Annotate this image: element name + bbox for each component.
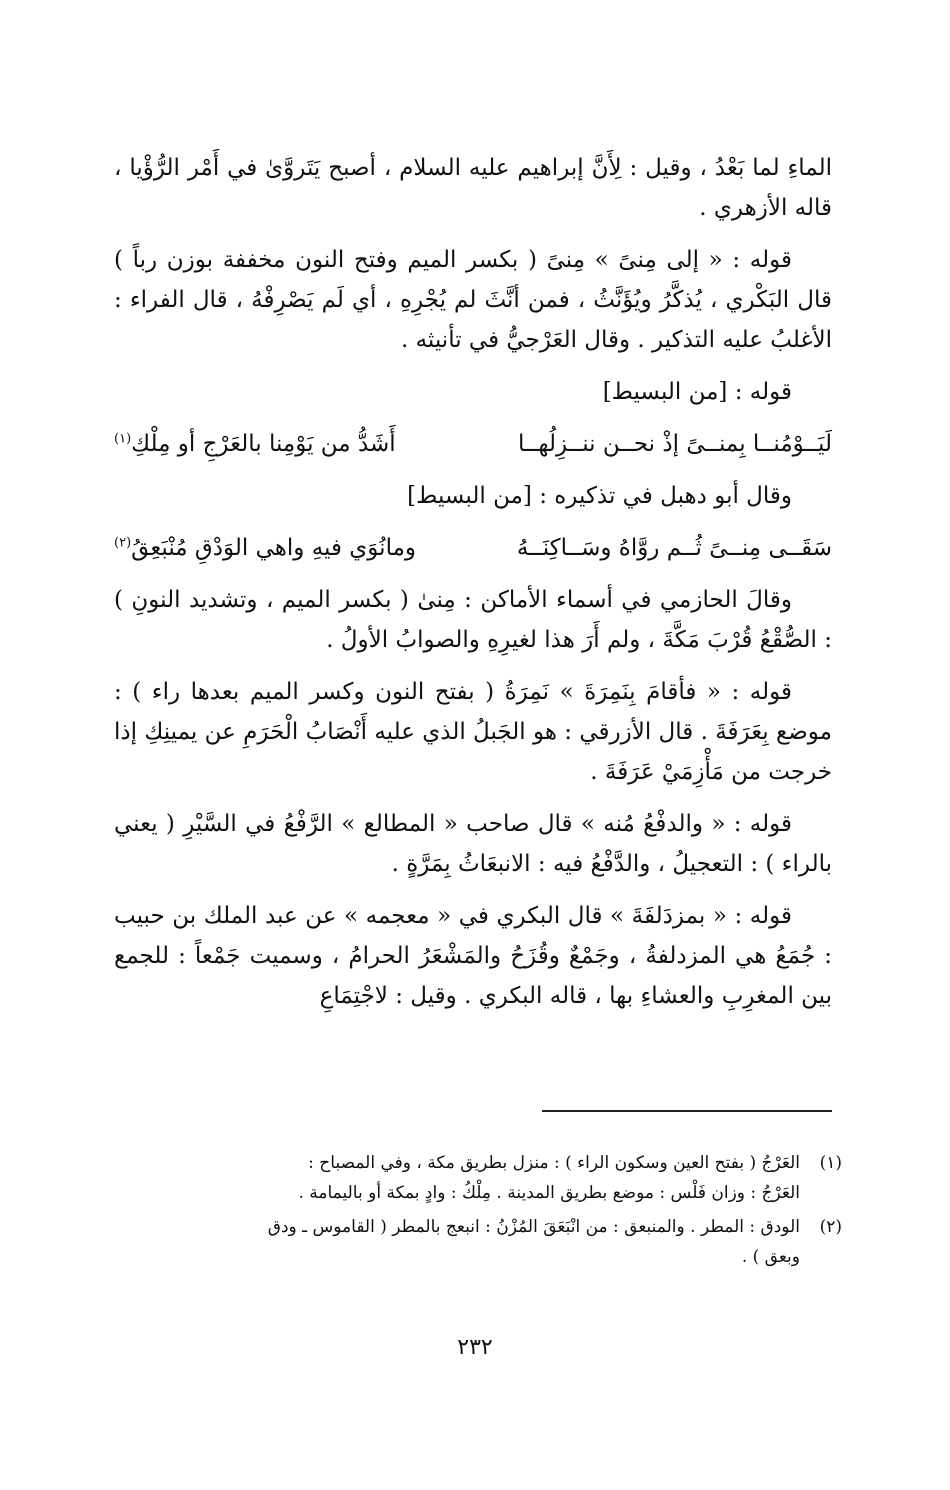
meter-label-2: وقال أبو دهبل في تذكيره : [من البسيط] [407, 483, 792, 509]
verse-2-second-hemistich-text: ومانُوَي فيهِ واهي الوَدْقِ مُنْبَعِقُ [131, 535, 417, 561]
footnote-ref-2: (٢) [114, 535, 132, 551]
footnote-1 [112, 1148, 842, 1208]
footnote-2-number: (٢) [819, 1217, 842, 1237]
footnote-2 [112, 1212, 842, 1272]
page-number: ٢٣٢ [457, 1335, 493, 1360]
verse-1-second-hemistich-text: أَشَدُّ من يَوْمِنا بالعَرْجِ أو مِلْكِ [131, 431, 396, 457]
verse-1-second-hemistich [114, 424, 396, 464]
verse-2-first-hemistich: سَقَــى مِنــىً ثُــم روَّاهُ وسَــاكِنَــهُ [516, 535, 832, 561]
footnote-2-line-2: وبعق ) . [741, 1247, 800, 1267]
footnote-ref-1: (١) [114, 431, 132, 447]
paragraph-6: قوله : « فأقامَ بِنَمِرَةَ » نَمِرَةُ ( بفتح النون وكسر الميم بعدها راء ) : موضع بِعَرَفَةَ . قال الأزرقي : هو الجَبلُ الذي عليه أَنْصَابُ الْحَرَمِ عن يمينِكِ إذا خرجت من مَأْزِمَيْ عَرَفَةَ . [114, 679, 832, 785]
footnote-2-text [112, 1212, 800, 1272]
paragraph-5: وقالَ الحازمي في أسماء الأماكن : مِنىٰ ( بكسر الميم ، وتشديد النونِ ) : الصُّقْعُ قُرْبَ مَكَّةَ ، ولم أَرَ هذا لغيرِهِ والصوابُ الأولُ . [114, 587, 832, 653]
footnote-separator [542, 1110, 832, 1112]
footnote-1-line-2: العَرْجُ : وزان فَلْس : موضع بطريق المدينة . مِلْكُ : وادٍ بمكة أو باليمامة . [298, 1183, 800, 1203]
footnote-1-text [112, 1148, 800, 1208]
footnote-1-number: (١) [819, 1153, 842, 1173]
footnote-2-line-1: الودق : المطر . والمنبعق : من انْبَعَقَ المُزْنُ : انبعج بالمطر ( القاموس ـ ودق [267, 1217, 800, 1237]
paragraph-7: قوله : « والدفْعُ مُنه » قال صاحب « المطالع » الرَّفْعُ في السَّيْرِ ( يعني بالراء ) : التعجيلُ ، والدَّفْعُ فيه : الانبعَاثُ بِمَرَّةٍ . [114, 811, 832, 877]
paragraph-8: قوله : « بمزدَلفَةَ » قال البكري في « معجمه » عن عبد الملك بن حبيب : جُمَعُ هي المزدلفةُ ، وجَمْعٌ وقُزَحُ والمَشْعَرُ الحرامُ ، وسميت جَمْعاً : للجمع بين المغرِبِ والعشاءِ بها ، قاله البكري . وقيل : لاجْتِمَاعِ [114, 903, 832, 1009]
paragraph-2: قوله : « إلى مِنىً » مِنىً ( بكسر الميم وفتح النون مخففة بوزن رباً ) قال البَكْري ، يُذكَّرُ ويُؤَنَّثُ ، فمن أنَّثَ لم يُجْرِهِ ، أي لَم يَصْرِفْهُ ، قال الفراء : الأغلبُ عليه التذكير . وقال العَرْجيُّ في تأنيثه . [114, 247, 832, 353]
paragraph-1: الماءِ لما بَعْدُ ، وقيل : لِأَنَّ إبراهيم عليه السلام ، أصبح يَتَروَّىٰ في أَمْر الرُّؤْيا ، قاله الأزهري . [114, 155, 832, 221]
verse-2-second-hemistich [114, 528, 416, 568]
verse-2 [114, 528, 832, 568]
main-text [114, 148, 832, 1028]
footnote-1-line-1: العَرْجُ ( بفتح العين وسكون الراء ) : منزل بطريق مكة ، وفي المصباح : [308, 1153, 800, 1173]
meter-label-1: قوله : [من البسيط] [602, 379, 792, 405]
verse-1-first-hemistich: لَيَــوْمُنــا بِمنــىً إذْ نحــن ننــزِلُهــا [517, 431, 832, 457]
verse-1 [114, 424, 832, 464]
footnotes [112, 1148, 842, 1276]
